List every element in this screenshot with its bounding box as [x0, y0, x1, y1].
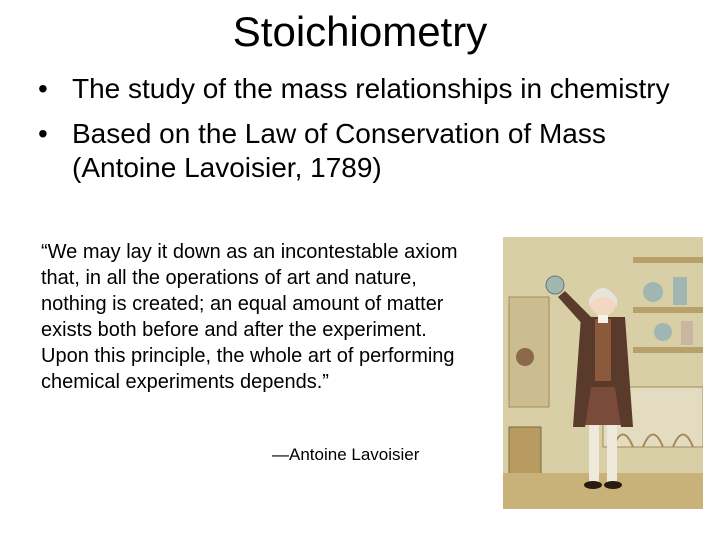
flask-icon	[643, 282, 663, 302]
bullet-item	[38, 72, 678, 106]
shelf	[633, 307, 703, 313]
figure-waistcoat	[595, 319, 611, 381]
flask-icon	[654, 323, 672, 341]
floor	[503, 473, 703, 509]
figure-shoe	[584, 481, 602, 489]
bullet-item	[38, 117, 678, 185]
figure-shoe	[604, 481, 622, 489]
slide-title: Stoichiometry	[232, 8, 488, 55]
held-flask-icon	[546, 276, 564, 294]
figure-stocking	[589, 422, 599, 482]
bullet-text: Based on the Law of Conservation of Mass (Antoine Lavoisier, 1789)	[72, 118, 606, 183]
bullet-icon: •	[38, 73, 48, 104]
jar-icon	[673, 277, 687, 305]
quote-attribution: —Antoine Lavoisier	[272, 445, 420, 464]
bullet-text: The study of the mass relationships in chemistry	[72, 73, 670, 104]
bullet-icon: •	[38, 118, 48, 149]
lavoisier-portrait-icon	[503, 237, 703, 509]
lavoisier-quote: “We may lay it down as an incontestable axiom that, in all the operations of art and nature, nothing is created; an equal amount of matter exists both before and after the experiment. Upon this principle, the whole art of performing chemical experiments depends.”	[41, 241, 458, 393]
barrel-icon	[509, 427, 541, 477]
figure-breeches	[585, 387, 621, 425]
shelf	[633, 257, 703, 263]
retort-icon	[516, 348, 534, 366]
figure-cravat	[598, 315, 608, 323]
figure-stocking	[607, 422, 617, 482]
bullet-list	[38, 72, 678, 196]
jar-icon	[681, 321, 693, 345]
shelf	[633, 347, 703, 353]
